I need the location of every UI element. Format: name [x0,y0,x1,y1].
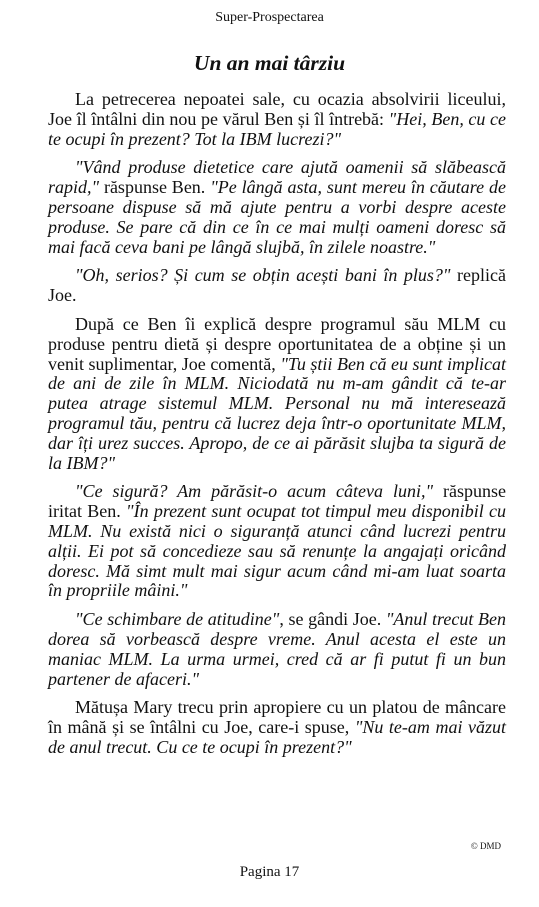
paragraph-6 [48,610,506,689]
paragraph-2-quote-1: "Vând produse dietetice care ajută oamenii să slăbească rapid," [48,157,506,198]
paragraph-5 [48,482,506,601]
paragraph-2-quote-2: "Pe lângă asta, sunt mereu în căutare de persoane dispuse să mă ajute pentru a vorbi despre aceste produse. Se pare că din ce în ce mai mulți oameni doresc să mai facă ceva bani pe lângă slujbă, în zilele noastre." [48,177,506,257]
paragraph-7 [48,698,506,757]
running-header: Super-Prospectarea [215,10,324,25]
paragraph-7-text-1: Mătușa Mary trecu prin apropiere cu un platou de mâncare în mână și se întâlni cu Joe, care-i spuse, [48,697,506,738]
paragraph-5-quote-2: "În prezent sunt ocupat tot timpul meu disponibil cu MLM. Nu există nici o siguranță atunci când lucrezi pentru alții. Ei pot să concedieze sau să renunțe la angajați oricând doresc. Mă simt mult mai sigur acum când mi-am luat soarta în propriile mâini." [48,501,506,601]
chapter-title: Un an mai târziu [193,51,346,75]
paragraph-5-quote-1: "Ce sigură? Am părăsit-o acum câteva luni," [75,481,434,502]
paragraph-3 [48,266,506,306]
paragraph-6-text-1: , se gândi Joe. [279,609,386,630]
paragraph-3-quote-1: "Oh, serios? Și cum se obțin acești bani în plus?" [75,265,451,286]
paragraph-2-text-1: răspunse Ben. [99,177,211,198]
body-text [48,90,506,767]
paragraph-6-quote-1: "Ce schimbare de atitudine" [75,609,280,630]
paragraph-7-quote-1: "Nu te-am mai văzut de anul trecut. Cu ce te ocupi în prezent?" [48,717,506,757]
paragraph-1-quote-1: "Hei, Ben, cu ce te ocupi în prezent? Tot la IBM lucrezi?" [48,108,507,149]
paragraph-1-text-1: La petrecerea nepoatei sale, cu ocazia absolvirii liceului, Joe îl întâlni din nou pe vărul Ben și îl întrebă: [48,89,506,129]
paragraph-4-text-1: După ce Ben îi explică despre programul său MLM cu produse pentru dietă și despre oportunitatea de a obține și un venit suplimentar, Joe comentă, [48,313,506,374]
paragraph-2 [48,158,506,257]
paragraph-5-text-1: răspunse iritat Ben. [48,481,506,522]
paragraph-3-text-1: replică Joe. [48,265,506,306]
paragraph-4 [48,315,506,473]
paragraph-6-quote-2: "Anul trecut Ben dorea să vorbească despre vreme. Anul acesta el este un maniac MLM. La urma urmei, cred că ar fi putut fi un bun partener de afaceri." [48,609,506,689]
paragraph-4-quote-1: "Tu știi Ben că eu sunt implicat de ani de zile în MLM. Niciodată nu m-am gândit că te-ar putea atrage sistemul MLM. Personal nu mă interesează programul tău, pentru că lucrez deja într-o oportunitate MLM, dar îți urez succes. Apropo, de ce ai părăsit slujba ta sigură de la IBM?" [48,353,506,473]
paragraph-1 [48,90,506,149]
page-number: Pagina 17 [239,864,300,880]
copyright-notice: © DMD [470,841,501,851]
